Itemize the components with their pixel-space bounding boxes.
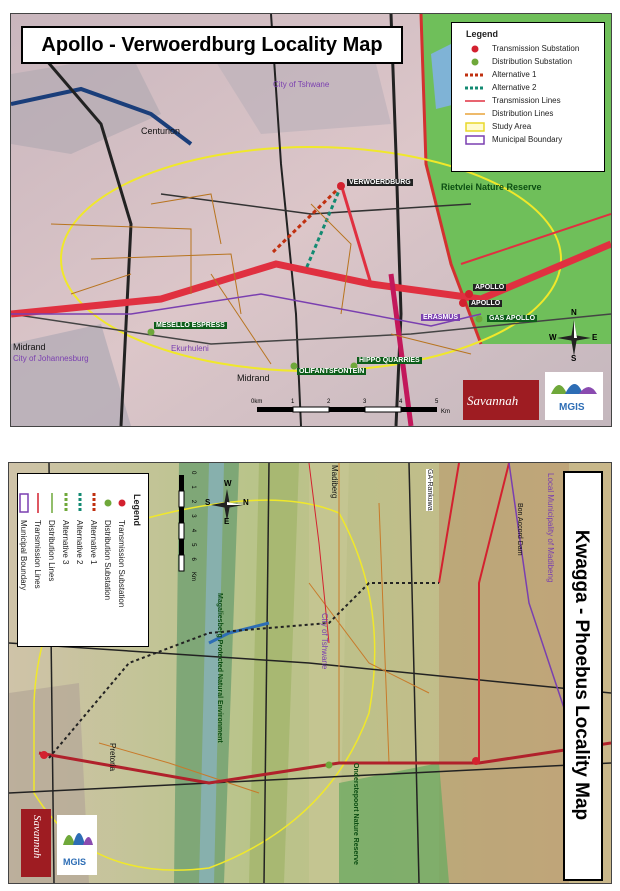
scale-unit: Km [190, 571, 196, 581]
place-magaliesberg: Magaliesberg Protected Natural Environment [216, 593, 223, 743]
place-pretoria: Pretoria [108, 743, 117, 772]
mgis-logo [545, 372, 603, 420]
legend-item [464, 133, 604, 146]
scale-bar [247, 399, 477, 421]
place-city-of-tshwane: City of Tshwane [273, 80, 330, 89]
substation-erasmus: ERASMUS [423, 314, 459, 321]
place-onderstepoort: Onderstepoort Nature Reserve [352, 763, 359, 865]
north-s: S [571, 354, 577, 363]
substation-mesello: MESELLO ESPRESS [156, 322, 225, 329]
savannah-text: Savannah [31, 815, 43, 859]
legend-label: Alternative 3 [61, 520, 71, 565]
substation-hippo-quarries: HIPPO QUARRIES [359, 357, 420, 364]
legend-item [45, 492, 59, 640]
legend-item [464, 42, 604, 55]
legend-item [464, 81, 604, 94]
legend-label: Alternative 1 [89, 520, 99, 565]
legend-item [464, 94, 604, 107]
savannah-text: Savannah [467, 393, 519, 408]
north-arrow-icon [549, 308, 598, 363]
map2-mgis-logo [57, 815, 97, 875]
legend-label: Study Area [492, 122, 532, 131]
legend-label: Municipal Boundary [492, 135, 563, 144]
north-w: W [224, 479, 232, 488]
map1-legend [451, 22, 605, 172]
legend-label: Alternative 2 [492, 83, 537, 92]
substation-gas-apollo: GAS APOLLO [489, 315, 536, 322]
map1-title: Apollo - Verwoerdburg Locality Map [21, 26, 403, 64]
legend-label: Alternative 2 [75, 520, 85, 565]
scale-tick: 5 [190, 543, 196, 547]
map2-title: Kwagga - Phoebus Locality Map [571, 529, 592, 821]
mgis-text: MGIS [63, 857, 87, 867]
legend-title: Legend [466, 29, 499, 39]
substation-olifantsfontein: OLIFANTSFONTEIN [299, 368, 365, 375]
legend-item [464, 120, 604, 133]
substation-verwoerdburg: VERWOERDBURG [349, 179, 411, 186]
legend-item [73, 492, 87, 640]
scale-tick: 4 [190, 528, 196, 533]
map2-scale-bar [175, 473, 189, 585]
scale-tick: 0 [190, 471, 196, 475]
place-midrand-west: Midrand [13, 342, 46, 352]
legend-item [87, 492, 101, 640]
legend-item [464, 55, 604, 68]
scale-tick: 3 [363, 399, 367, 405]
place-city-of-tshwane: City of Tshwane [320, 613, 329, 670]
legend-label: Distribution Substation [492, 57, 573, 66]
legend-label: Transmission Substation [117, 520, 127, 608]
legend-label: Alternative 1 [492, 70, 537, 79]
legend-label: Distribution Lines [47, 520, 57, 582]
place-ekurhuleni: Ekurhuleni [171, 344, 209, 353]
place-ga-rankuwa: GA-Rankuwa [426, 469, 433, 511]
savannah-logo [463, 380, 539, 420]
mgis-text: MGIS [559, 402, 585, 413]
scale-tick: 5 [435, 399, 439, 405]
map2-legend [17, 473, 149, 647]
scale-tick: 3 [190, 514, 196, 518]
north-e: E [224, 517, 230, 526]
legend-item [115, 492, 129, 640]
legend-label: Transmission Lines [33, 520, 43, 589]
apollo-verwoerdburg-map[interactable] [10, 13, 612, 427]
legend-item [464, 107, 604, 120]
place-centurion: Centurion [141, 126, 181, 136]
kwagga-phoebus-map[interactable] [8, 462, 612, 884]
scale-unit: Km [441, 409, 450, 415]
legend-item [31, 492, 45, 640]
legend-title: Legend [132, 494, 142, 527]
place-madiberg: Madiberg [330, 465, 339, 499]
legend-item [101, 492, 115, 640]
north-w: W [549, 333, 557, 342]
legend-label: Transmission Substation [492, 44, 580, 53]
legend-label: Distribution Lines [492, 109, 554, 118]
substation-apollo-a: APOLLO [475, 284, 505, 291]
north-e: E [592, 333, 598, 342]
place-bon-accord: Bon Accord Dam [516, 503, 523, 556]
place-rietvlei: Rietvlei Nature Reserve [441, 182, 542, 192]
legend-item [59, 492, 73, 640]
map2-north-arrow-icon [205, 479, 249, 527]
map2-savannah-logo [21, 809, 51, 877]
scale-tick: 1 [291, 399, 295, 405]
scale-tick: 1 [190, 485, 196, 489]
scale-start: 0km [251, 399, 263, 405]
map2-legend-inner [17, 480, 142, 640]
north-n: N [243, 498, 249, 507]
north-n: N [571, 308, 577, 317]
legend-label: Distribution Substation [103, 520, 113, 601]
scale-tick: 6 [190, 557, 196, 561]
scale-tick: 2 [327, 399, 331, 405]
place-midrand: Midrand [237, 373, 270, 383]
scale-tick: 4 [399, 399, 403, 405]
legend-label: Municipal Boundary [19, 520, 29, 591]
map2-title-box [563, 471, 603, 881]
scale-tick: 2 [190, 499, 196, 504]
substation-apollo-b: APOLLO [471, 300, 501, 307]
place-city-of-johannesburg: City of Johannesburg [13, 354, 89, 363]
place-local-municipality: Local Municipality of Madibeng [546, 473, 555, 583]
map2-scale-ticks [190, 471, 196, 581]
legend-label: Transmission Lines [492, 96, 561, 105]
legend-item [464, 68, 604, 81]
legend-item [17, 492, 31, 640]
north-s: S [205, 498, 211, 507]
